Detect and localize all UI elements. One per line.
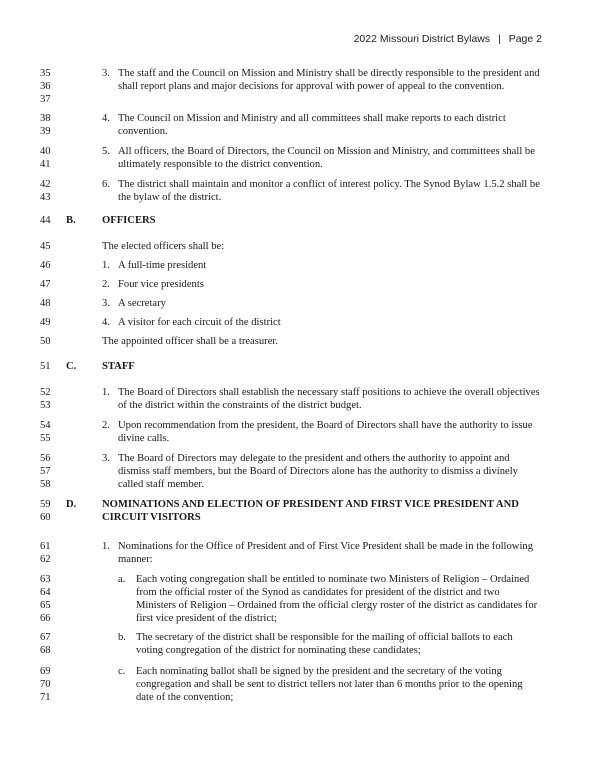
line-number: 62	[40, 554, 51, 565]
list-number: 3.	[102, 298, 110, 309]
section-heading	[0, 498, 600, 524]
line-number: 69	[40, 666, 51, 677]
paragraph	[0, 335, 600, 348]
line-number: 66	[40, 613, 51, 624]
line-number: 47	[40, 279, 51, 290]
line-number: 42	[40, 179, 51, 190]
line-number: 67	[40, 632, 51, 643]
list-item	[0, 278, 600, 291]
line-number: 43	[40, 192, 51, 203]
list-number: 3.	[102, 453, 110, 464]
line-number: 39	[40, 126, 51, 137]
header-page-number: Page 2	[508, 33, 542, 45]
line-number: 56	[40, 453, 51, 464]
list-item	[0, 112, 600, 138]
section-heading	[0, 214, 600, 227]
line-number: 36	[40, 81, 51, 92]
line-number: 45	[40, 241, 51, 252]
section-title: OFFICERS	[102, 215, 156, 226]
line-number: 51	[40, 361, 51, 372]
line-number: 53	[40, 400, 51, 411]
line-number: 52	[40, 387, 51, 398]
line-number: 57	[40, 466, 51, 477]
line-number: 54	[40, 420, 51, 431]
line-number: 63	[40, 574, 51, 585]
line-number: 71	[40, 692, 51, 703]
list-item	[0, 419, 600, 445]
list-number: 3.	[102, 68, 110, 79]
item-text: Each nominating ballot shall be signed by the president and the secretary of the voting congregation and shall be sent to district tellers not later than 6 months prior to the opening date of the convention;	[136, 666, 523, 703]
line-number: 60	[40, 512, 51, 523]
header-title: 2022 Missouri District Bylaws	[353, 33, 491, 45]
list-number: 1.	[102, 260, 110, 271]
section-letter: D.	[66, 499, 77, 510]
section-title: NOMINATIONS AND ELECTION OF PRESIDENT AND FIRST VICE PRESIDENT AND CIRCUIT VISITORS	[102, 499, 519, 523]
list-item	[0, 316, 600, 329]
item-text: A visitor for each circuit of the district	[118, 317, 281, 328]
line-number: 58	[40, 479, 51, 490]
list-number: 1.	[102, 387, 110, 398]
list-item	[0, 67, 600, 106]
line-number: 68	[40, 645, 51, 656]
line-number: 40	[40, 146, 51, 157]
item-text: The appointed officer shall be a treasurer.	[102, 336, 278, 347]
list-item	[0, 297, 600, 310]
list-item	[0, 259, 600, 272]
item-text: The district shall maintain and monitor a conflict of interest policy. The Synod Bylaw 1.5.2 shall be the bylaw of the district.	[118, 179, 540, 203]
line-number: 38	[40, 113, 51, 124]
list-number: 2.	[102, 279, 110, 290]
list-number: 4.	[102, 113, 110, 124]
item-text: The Board of Directors shall establish the necessary staff positions to achieve the overall objectives of the district within the constraints of the district budget.	[118, 387, 540, 411]
list-item	[0, 540, 600, 566]
item-text: A secretary	[118, 298, 166, 309]
line-number: 37	[40, 94, 51, 105]
list-number: 1.	[102, 541, 110, 552]
sub-list-letter: a.	[118, 574, 126, 585]
line-number: 65	[40, 600, 51, 611]
list-number: 4.	[102, 317, 110, 328]
sub-list-item	[0, 573, 600, 625]
paragraph	[0, 240, 600, 253]
item-text: Four vice presidents	[118, 279, 204, 290]
list-item	[0, 452, 600, 491]
item-text: Each voting congregation shall be entitled to nominate two Ministers of Religion – Ordained from the official roster of the Synod as candidates for president of the district and two Ministers of Religion – Ordained from the official clergy roster of the district as candidates for first vice president of the district;	[136, 574, 538, 624]
sub-list-letter: c.	[118, 666, 126, 677]
list-item	[0, 178, 600, 204]
section-title: STAFF	[102, 361, 135, 372]
item-text: All officers, the Board of Directors, the Council on Mission and Ministry, and committees shall be ultimately responsible to the district convention.	[118, 146, 535, 170]
line-number: 44	[40, 215, 51, 226]
sub-list-letter: b.	[118, 632, 126, 643]
line-number: 49	[40, 317, 51, 328]
item-text: The elected officers shall be:	[102, 241, 225, 252]
line-number: 64	[40, 587, 51, 598]
list-item	[0, 386, 600, 412]
item-text: A full-time president	[118, 260, 207, 271]
line-number: 50	[40, 336, 51, 347]
header-separator: |	[498, 33, 501, 45]
line-number: 61	[40, 541, 51, 552]
section-heading	[0, 360, 600, 373]
list-item	[0, 145, 600, 171]
line-number: 59	[40, 499, 51, 510]
line-number: 70	[40, 679, 51, 690]
list-number: 2.	[102, 420, 110, 431]
item-text: Upon recommendation from the president, the Board of Directors shall have the authority to issue divine calls.	[118, 420, 533, 444]
section-letter: C.	[66, 361, 77, 372]
line-number: 35	[40, 68, 51, 79]
line-number: 46	[40, 260, 51, 271]
line-number: 55	[40, 433, 51, 444]
item-text: The staff and the Council on Mission and Ministry shall be directly responsible to the president and shall report plans and major decisions for approval with power of appeal to the convention.	[118, 68, 540, 92]
list-number: 6.	[102, 179, 110, 190]
page-header	[354, 33, 542, 45]
list-number: 5.	[102, 146, 110, 157]
line-number: 48	[40, 298, 51, 309]
section-letter: B.	[66, 215, 76, 226]
item-text: The Council on Mission and Ministry and all committees shall make reports to each district convention.	[118, 113, 506, 137]
item-text: Nominations for the Office of President and of First Vice President shall be made in the following manner:	[118, 541, 533, 565]
item-text: The secretary of the district shall be responsible for the mailing of official ballots to each voting congregation of the district for nominating these candidates;	[136, 632, 513, 656]
sub-list-item	[0, 665, 600, 704]
line-number: 41	[40, 159, 51, 170]
item-text: The Board of Directors may delegate to the president and others the authority to appoint and dismiss staff members, but the Board of Directors alone has the authority to dismiss a divinely called staff member.	[118, 453, 518, 490]
sub-list-item	[0, 631, 600, 657]
